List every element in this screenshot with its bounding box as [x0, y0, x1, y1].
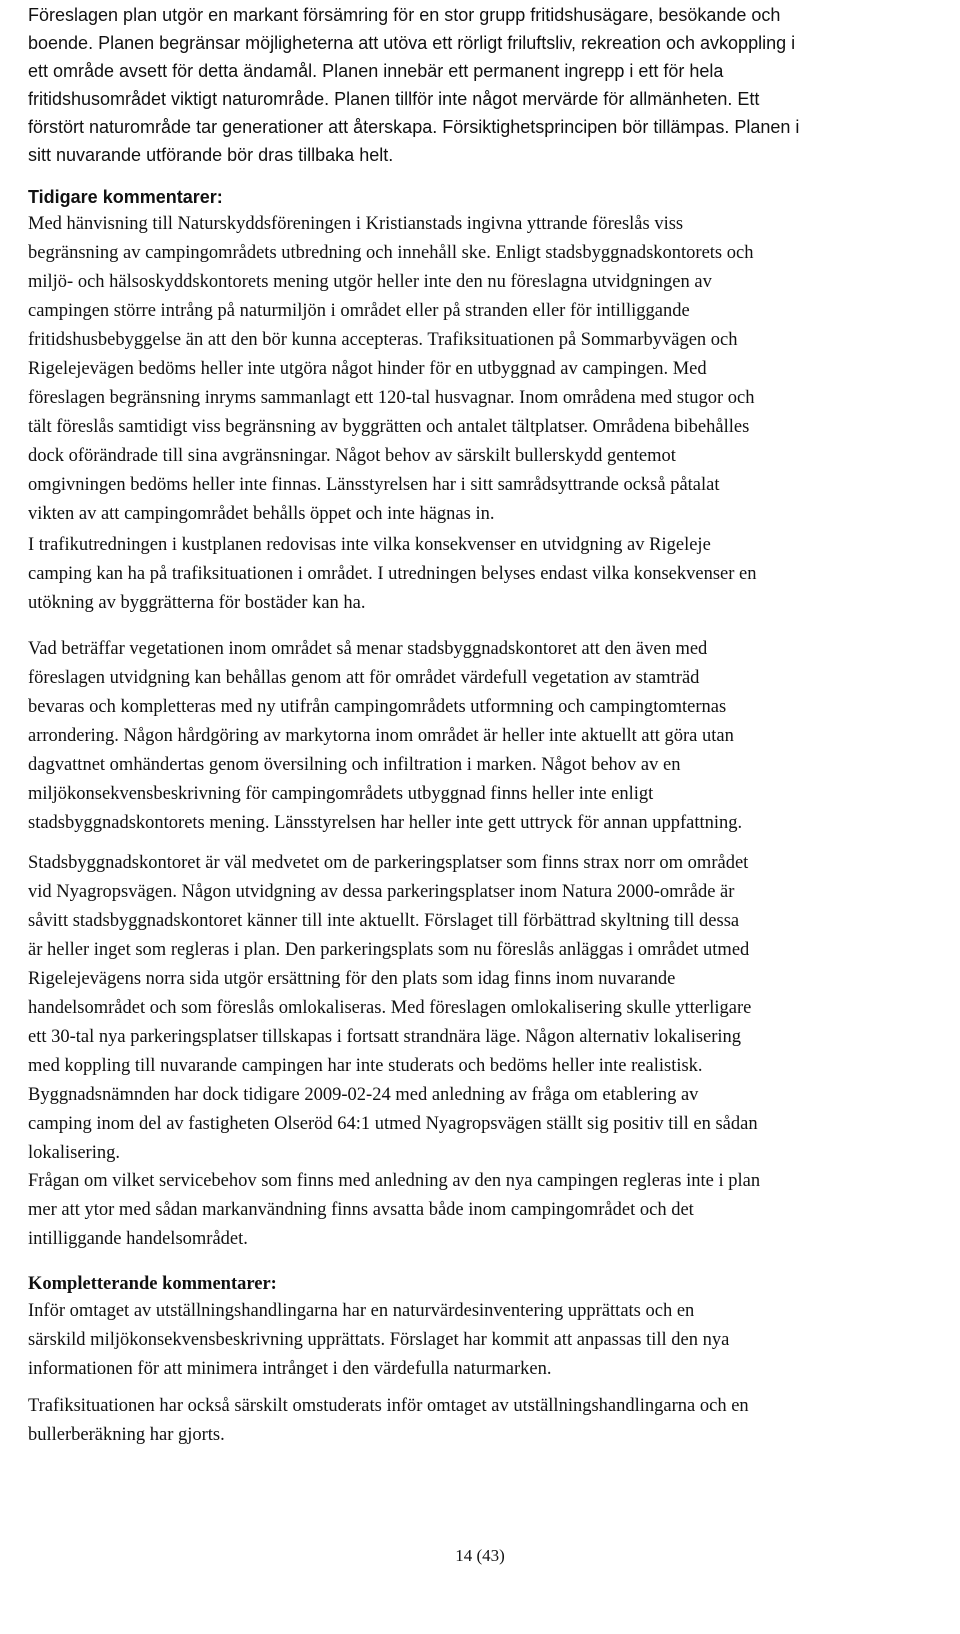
paragraph-previous-comments: Med hänvisning till Naturskyddsföreningen i Kristianstads ingivna yttrande föreslås viss begränsning av campingområdets utbredning och innehåll ske. Enligt stadsbyggnadskontorets och miljö- och hälsoskyddskontorets mening utgör heller inte den nu föreslagna utvidgningen av campingen större intrång på naturmiljön i området eller på stranden eller för intilliggande fritidshusbebyggelse än att den bör kunna accepteras. Trafiksituationen på Sommarbyvägen och Rigelejevägen bedöms heller inte utgöra något hinder för en utbyggnad av campingen. Med föreslagen begränsning inryms sammanlagt ett 120-tal husvagnar. Inom områdena med stugor och tält föreslås samtidigt viss begränsning av byggrätten och antalet tältplatser. Områdena bibehålles dock oförändrade till sina avgränsningar. Något behov av särskilt bullerskydd gentemot omgivningen bedöms heller inte finnas. Länsstyrelsen har i sitt samrådsyttrande också påtalat vikten av att campingområdet behålls öppet och inte hägnas in.	[28, 214, 755, 524]
paragraph-vegetation: Vad beträffar vegetationen inom området så menar stadsbyggnadskontoret att den även med föreslagen utvidgning kan behållas genom att för området värdefull vegetation av stamträd bevaras och kompletteras med ny utifrån campingområdets utformning och campingtomternas arrondering. Någon hårdgöring av markytorna inom området är heller inte aktuellt att göra utan dagvattnet omhändertas genom översilning och infiltration i marken. Något behov av en miljökonsekvensbeskrivning för campingområdets utbyggnad finns heller inte enligt stadsbyggnadskontorets mening. Länsstyrelsen har heller inte gett uttryck för annan uppfattning.	[28, 639, 743, 833]
page-number: 14 (43)	[455, 1546, 505, 1565]
heading-previous-comments: Tidigare kommentarer:	[28, 187, 223, 207]
paragraph-traffic-noise: Trafiksituationen har också särskilt omstuderats inför omtaget av utställningshandlingarna och en bullerberäkning har gjorts.	[28, 1396, 749, 1445]
paragraph-opinion: Föreslagen plan utgör en markant försämring för en stor grupp fritidshusägare, besökande och boende. Planen begränsar möjligheterna att utöva ett rörligt friluftsliv, rekreation och avkoppling i ett område avsett för detta ändamål. Planen innebär ett permanent ingrepp i ett för hela fritidshusområdet viktigt naturområde. Planen tillför inte något mervärde för allmänheten. Ett förstört naturområde tar generationer att återskapa. Försiktighetsprincipen bör tillämpas. Planen i sitt nuvarande utförande bör dras tillbaka helt.	[28, 5, 800, 165]
heading-complementary-comments: Kompletterande kommentarer:	[28, 1274, 277, 1294]
paragraph-nature-inventory: Inför omtaget av utställningshandlingarna har en naturvärdesinventering upprättats och en särskild miljökonsekvensbeskrivning upprättats. Förslaget har kommit att anpassas till den nya informationen för att minimera intrånget i den värdefulla naturmarken.	[28, 1301, 730, 1379]
paragraph-service-needs: Frågan om vilket servicebehov som finns med anledning av den nya campingen regleras inte i plan mer att ytor med sådan markanvändning finns avsatta både inom campingområdet och det intilliggande handelsområdet.	[28, 1171, 761, 1249]
paragraph-traffic-study: I trafikutredningen i kustplanen redovisas inte vilka konsekvenser en utvidgning av Rigeleje camping kan ha på trafiksituationen i området. I utredningen belyses endast vilka konsekvenser en utökning av byggrätterna för bostäder kan ha.	[28, 535, 757, 613]
paragraph-parking: Stadsbyggnadskontoret är väl medvetet om de parkeringsplatser som finns strax norr om området vid Nyagropsvägen. Någon utvidgning av dessa parkeringsplatser inom Natura 2000-område är såvitt stadsbyggnadskontoret känner till inte aktuellt. Förslaget till förbättrad skyltning till dessa är heller inget som regleras i plan. Den parkeringsplats som nu föreslås anläggas i området utmed Rigelejevägens norra sida utgör ersättning för den plats som idag finns inom nuvarande handelsområdet och som föreslås omlokaliseras. Med föreslagen omlokalisering skulle ytterligare ett 30-tal nya parkeringsplatser tillskapas i fortsatt strandnära läge. Någon alternativ lokalisering med koppling till nuvarande campingen har inte studerats och bedöms heller inte realistisk. Byggnadsnämnden har dock tidigare 2009-02-24 med anledning av fråga om etablering av camping inom del av fastigheten Olseröd 64:1 utmed Nyagropsvägen ställt sig positiv till en sådan lokalisering.	[28, 853, 758, 1163]
